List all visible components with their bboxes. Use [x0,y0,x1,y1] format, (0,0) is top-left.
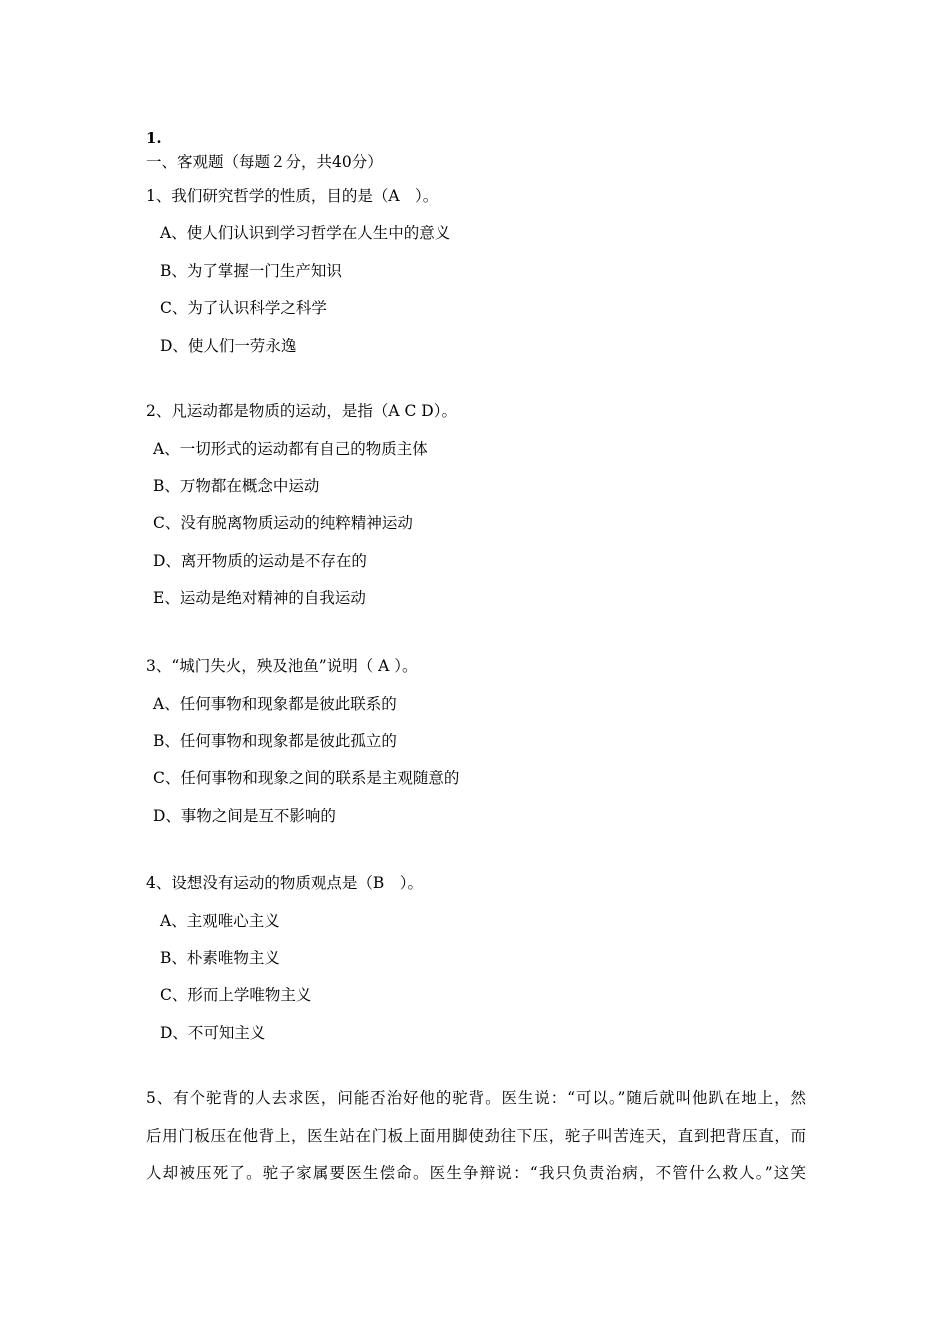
question-option: C、没有脱离物质运动的纯粹精神运动 [153,514,413,532]
question-stem: 3、“城门失火，殃及池鱼”说明（ A ）。 [146,657,418,675]
question-option: C、任何事物和现象之间的联系是主观随意的 [153,769,460,787]
question-option: D、事物之间是互不影响的 [153,807,336,825]
question-option: D、离开物质的运动是不存在的 [153,552,367,570]
question-option: D、不可知主义 [160,1024,266,1042]
document-number: 1. [146,129,162,147]
question-option: B、万物都在概念中运动 [153,477,320,495]
question-option: B、任何事物和现象都是彼此孤立的 [153,732,397,750]
question-option: B、为了掌握一门生产知识 [160,262,342,280]
section-title: 一、客观题（每题２分，共40分） [146,153,383,171]
question-option: E、运动是绝对精神的自我运动 [153,589,366,607]
question-option: A、使人们认识到学习哲学在人生中的意义 [160,224,451,242]
question-option: C、为了认识科学之科学 [160,299,327,317]
paragraph-line: 后用门板压在他背上，医生站在门板上面用脚使劲往下压，驼子叫苦连天，直到把背压直，而 [146,1126,806,1145]
question-stem: 1、我们研究哲学的性质，目的是（A ）。 [146,187,439,205]
question-option: D、使人们一劳永逸 [160,337,297,355]
question-5-paragraph [146,1080,806,1193]
paragraph-line: 5、有个驼背的人去求医，问能否治好他的驼背。医生说：“可以。”随后就叫他趴在地上，然 [146,1089,806,1107]
question-option: A、任何事物和现象都是彼此联系的 [153,695,397,713]
question-stem: 2、凡运动都是物质的运动，是指（A C D）。 [146,402,457,420]
question-stem: 4、设想没有运动的物质观点是（B ）。 [146,874,424,892]
question-option: A、一切形式的运动都有自己的物质主体 [153,440,428,458]
paragraph-line: 人却被压死了。驼子家属要医生偿命。医生争辩说：“我只负责治病，不管什么救人。”这笑 [146,1164,806,1182]
question-option: C、形而上学唯物主义 [160,986,312,1004]
question-option: B、朴素唯物主义 [160,949,280,967]
question-option: A、主观唯心主义 [160,912,280,930]
